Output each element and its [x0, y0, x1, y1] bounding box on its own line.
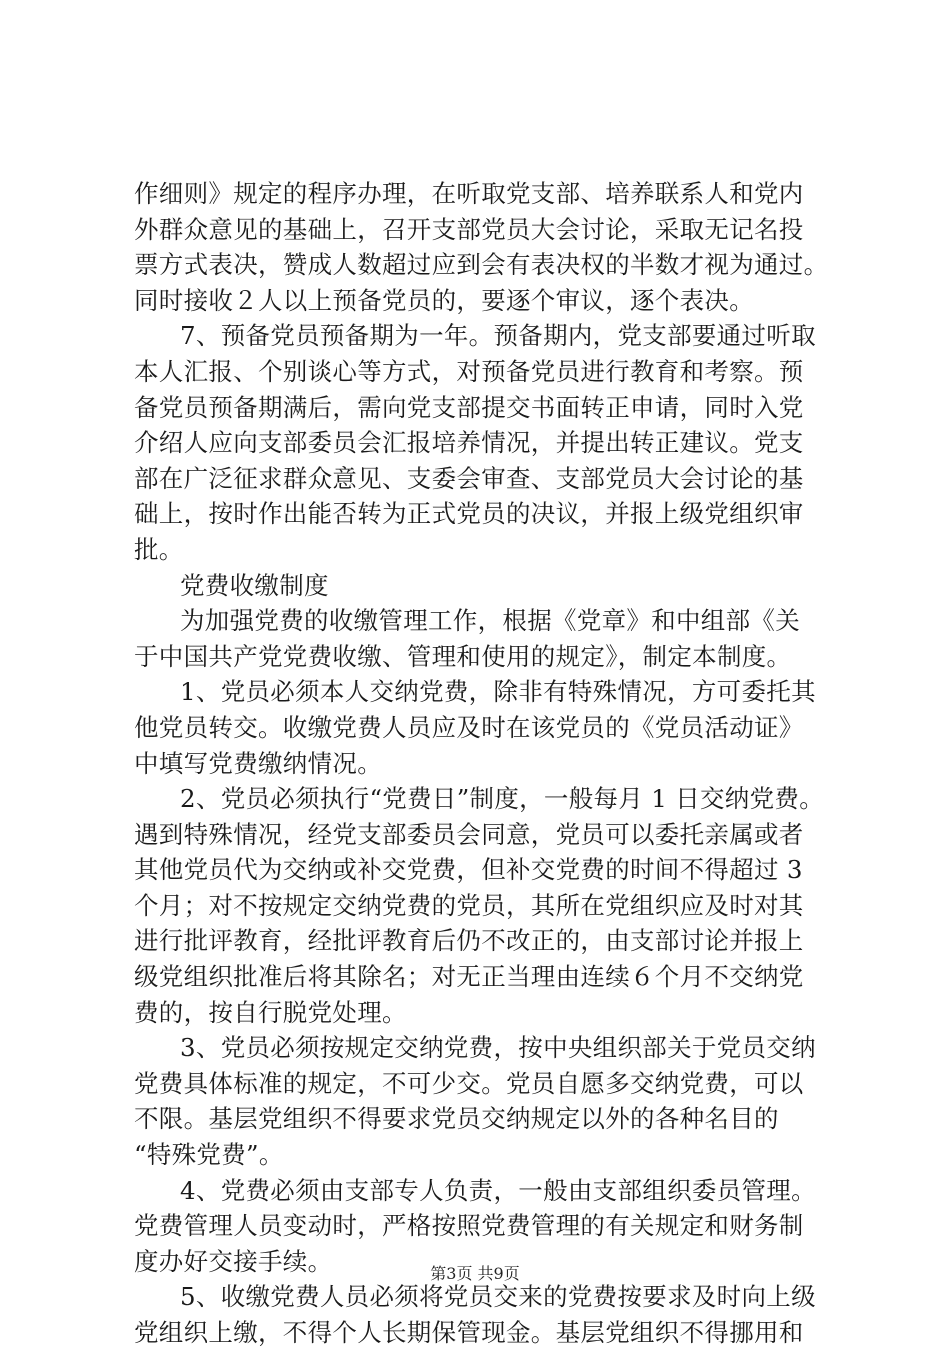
text-line: 批。 [134, 534, 184, 564]
paragraph-start-line: 为加强党费的收缴管理工作，根据《党章》和中组部《关 [180, 606, 800, 636]
text-line: 遇到特殊情况，经党支部委员会同意，党员可以委托亲属或者 [134, 819, 804, 849]
text-line: 本人汇报、个别谈心等方式，对预备党员进行教育和考察。预 [134, 356, 804, 386]
text-line: 备党员预备期满后，需向党支部提交书面转正申请，同时入党 [134, 392, 804, 422]
text-line: 同时接收２人以上预备党员的，要逐个审议，逐个表决。 [134, 285, 754, 315]
text-line: 其他党员代为交纳或补交党费，但补交党费的时间不得超过 3 [134, 855, 803, 885]
paragraph-start-line: 4、党费必须由支部专人负责，一般由支部组织委员管理。 [180, 1175, 816, 1205]
text-line: 于中国共产党党费收缴、管理和使用的规定》，制定本制度。 [134, 641, 792, 671]
text-line: 级党组织批准后将其除名；对无正当理由连续６个月不交纳党 [134, 962, 804, 992]
paragraph-start-line: 7、预备党员预备期为一年。预备期内，党支部要通过听取 [180, 321, 816, 351]
text-line: 他党员转交。收缴党费人员应及时在该党员的《党员活动证》 [134, 712, 804, 742]
page-footer: 第3页 共9页 [430, 1264, 520, 1283]
text-line: “特殊党费”。 [134, 1140, 284, 1170]
text-line: 票方式表决，赞成人数超过应到会有表决权的半数才视为通过。 [134, 250, 829, 280]
text-line: 度办好交接手续。 [134, 1246, 333, 1276]
paragraph-start-line: 2、党员必须执行“党费日”制度，一般每月 1 日交纳党费。 [180, 784, 824, 814]
section-heading: 党费收缴制度 [180, 570, 329, 600]
text-line: 介绍人应向支部委员会汇报培养情况，并提出转正建议。党支 [134, 428, 804, 458]
text-line: 作细则》规定的程序办理，在听取党支部、培养联系人和党内 [134, 179, 804, 208]
text-line: 进行批评教育，经批评教育后仍不改正的，由支部讨论并报上 [134, 926, 804, 956]
paragraph-start-line: 3、党员必须按规定交纳党费，按中央组织部关于党员交纳 [180, 1033, 816, 1063]
paragraph-start-line: 1、党员必须本人交纳党费，除非有特殊情况，方可委托其 [180, 677, 816, 707]
paragraph-start-line: 5、收缴党费人员必须将党员交来的党费按要求及时向上级 [180, 1282, 816, 1312]
text-line: 外群众意见的基础上，召开支部党员大会讨论，采取无记名投 [134, 214, 804, 244]
text-line: 费的，按自行脱党处理。 [134, 997, 407, 1027]
text-line: 不限。基层党组织不得要求党员交纳规定以外的各种名目的 [134, 1104, 779, 1134]
text-line: 党组织上缴，不得个人长期保管现金。基层党组织不得挪用和 [134, 1318, 804, 1347]
document-body [134, 176, 834, 1351]
text-line: 中填写党费缴纳情况。 [134, 748, 382, 778]
text-line: 党费具体标准的规定，不可少交。党员自愿多交纳党费，可以 [134, 1068, 804, 1098]
text-line: 党费管理人员变动时，严格按照党费管理的有关规定和财务制 [134, 1211, 804, 1241]
text-line: 个月；对不按规定交纳党费的党员，其所在党组织应及时对其 [134, 890, 804, 920]
text-line: 部在广泛征求群众意见、支委会审查、支部党员大会讨论的基 [134, 463, 804, 493]
text-line: 础上，按时作出能否转为正式党员的决议，并报上级党组织审 [134, 499, 804, 529]
